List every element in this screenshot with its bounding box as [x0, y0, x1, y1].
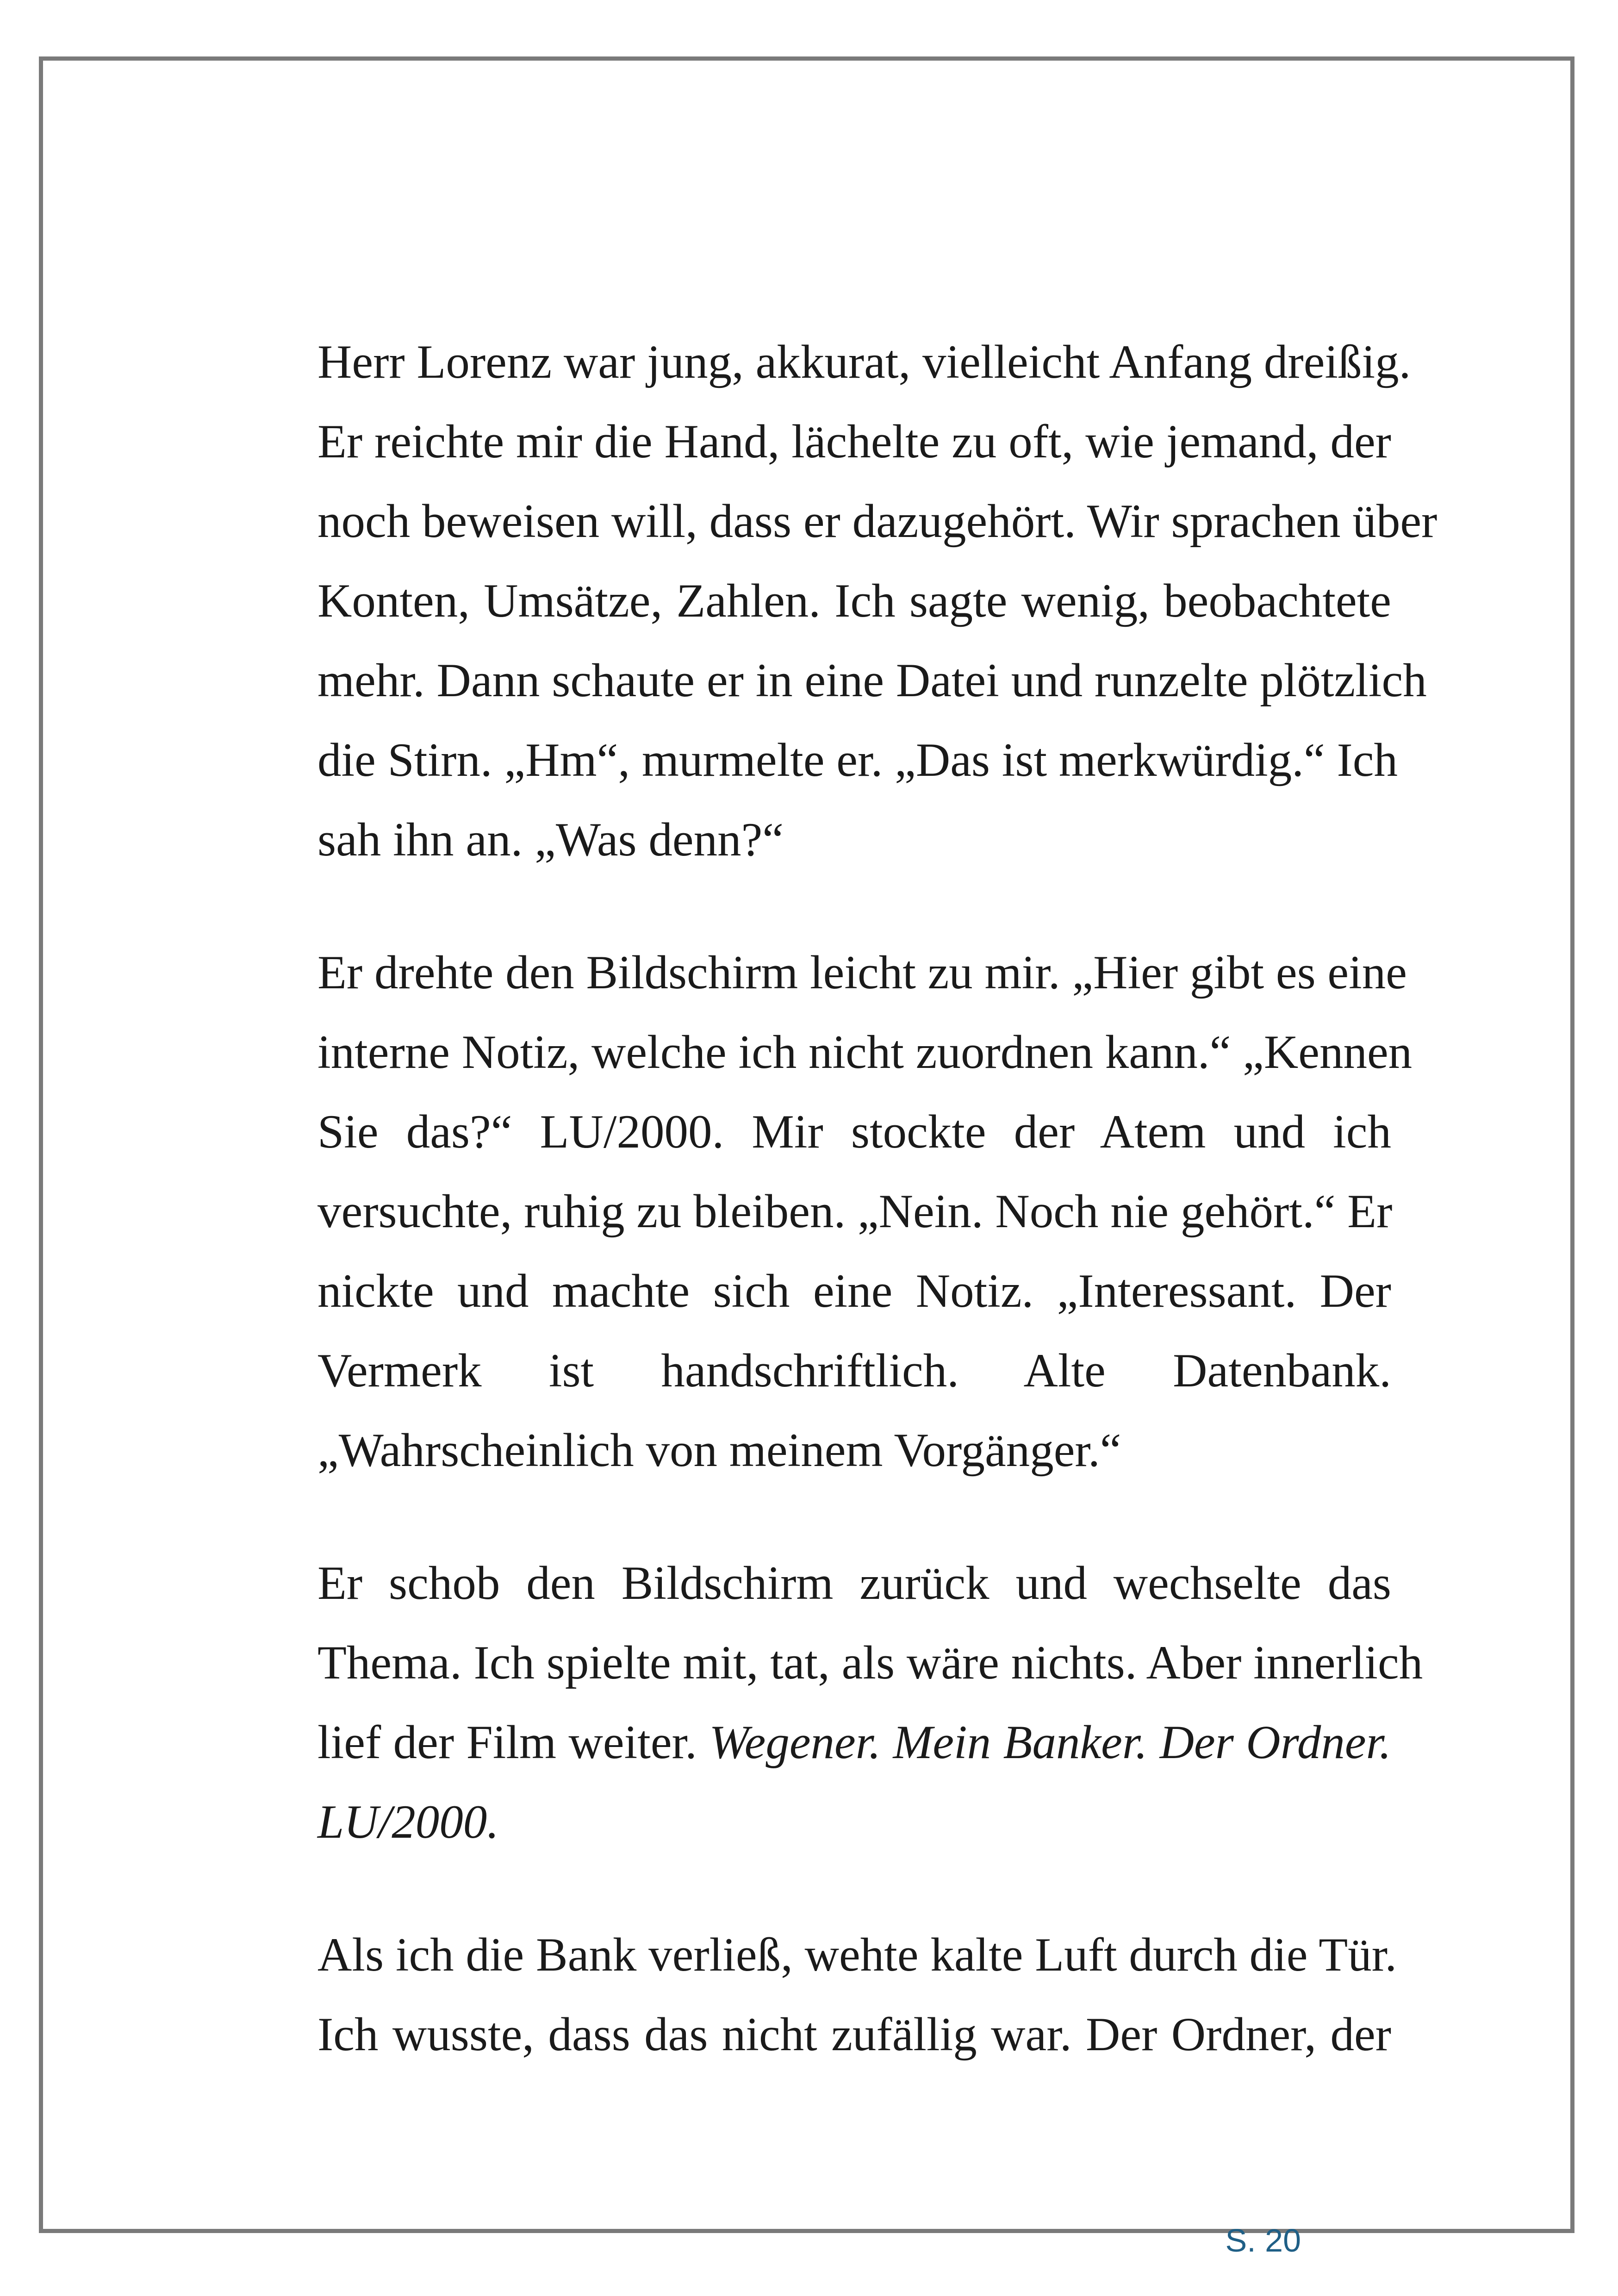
paragraph-1	[317, 322, 1438, 880]
paragraph-4	[317, 1915, 1397, 2074]
text-segment: lief der Film weiter.	[317, 1716, 709, 1769]
paragraph-2	[317, 933, 1413, 1490]
text-line: mehr. Dann schaute er in eine Datei und runzelte plötzlich	[317, 654, 1427, 707]
text-line: noch beweisen will, dass er dazugehört. Wir sprachen über	[317, 495, 1438, 548]
text-line: die Stirn. „Hm“, murmelte er. „Das ist merkwürdig.“ Ich	[317, 734, 1398, 786]
text-line: interne Notiz, welche ich nicht zuordnen kann.“ „Kennen	[317, 1026, 1413, 1079]
paragraph-3	[317, 1543, 1423, 1862]
text-line: Konten, Umsätze, Zahlen. Ich sagte wenig, beobachtete	[317, 574, 1391, 627]
text-line	[317, 1782, 1391, 1862]
text-line: Er schob den Bildschirm zurück und wechselte das	[317, 1557, 1391, 1610]
text-line: Vermerk ist handschriftlich. Alte Datenbank.	[317, 1344, 1391, 1397]
text-line: sah ihn an. „Was denn?“	[317, 813, 784, 866]
text-line: versuchte, ruhig zu bleiben. „Nein. Noch nie gehört.“ Er	[317, 1185, 1393, 1238]
text-body	[317, 322, 1438, 2074]
page-frame	[39, 56, 1574, 2259]
text-line: Als ich die Bank verließ, wehte kalte Luft durch die Tür.	[317, 1928, 1397, 1981]
text-line: Ich wusste, dass das nicht zufällig war. Der Ordner, der	[317, 2008, 1391, 2061]
text-line: Herr Lorenz war jung, akkurat, vielleicht Anfang dreißig.	[317, 336, 1411, 388]
text-line: Sie das?“ LU/2000. Mir stockte der Atem und ich	[317, 1105, 1391, 1158]
italic-text: LU/2000.	[317, 1796, 499, 1848]
text-line	[317, 1703, 1391, 1782]
text-line: Er drehte den Bildschirm leicht zu mir. „Hier gibt es eine	[317, 946, 1407, 999]
text-line: nickte und machte sich eine Notiz. „Interessant. Der	[317, 1265, 1391, 1317]
italic-text: Wegener. Mein Banker. Der Ordner.	[709, 1716, 1391, 1769]
text-line: Er reichte mir die Hand, lächelte zu oft, wie jemand, der	[317, 415, 1391, 468]
page-number: S. 20	[1225, 2222, 1301, 2259]
text-line: „Wahrscheinlich von meinem Vorgänger.“	[317, 1424, 1121, 1477]
text-line: Thema. Ich spielte mit, tat, als wäre nichts. Aber innerlich	[317, 1636, 1423, 1689]
